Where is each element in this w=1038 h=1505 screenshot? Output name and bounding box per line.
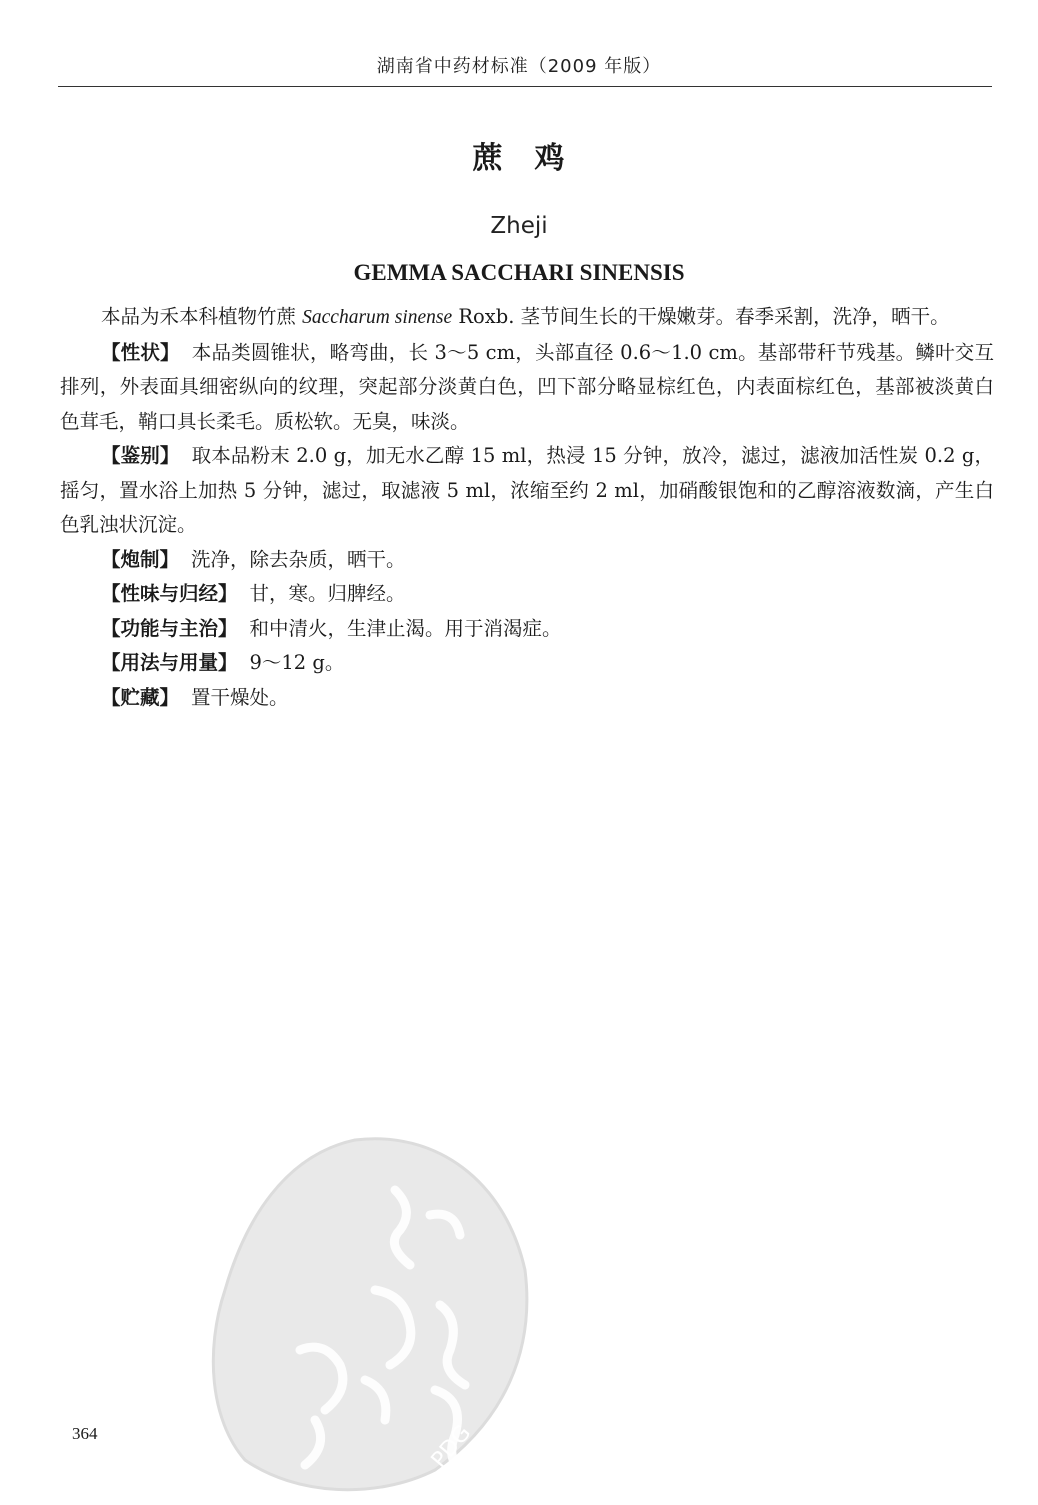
section-function-indication bbox=[60, 612, 994, 647]
watermark-seal bbox=[205, 1120, 535, 1500]
entry-latin-name: GEMMA SACCHARI SINENSIS bbox=[353, 260, 685, 285]
section-dosage bbox=[60, 646, 994, 681]
section-text: 和中清火，生津止渴。用于消渴症。 bbox=[249, 616, 562, 640]
entry-pinyin: Zheji bbox=[490, 213, 548, 239]
page-number: 364 bbox=[72, 1424, 98, 1443]
source-paragraph: 本品为禾本科植物竹蔗 Saccharum sinense Roxb. 茎节间生长的干燥嫩芽。春季采割，洗净，晒干。 bbox=[100, 305, 950, 328]
section-property-meridian bbox=[60, 577, 994, 612]
section-label: 【炮制】 bbox=[100, 547, 179, 571]
watermark-text: PDG bbox=[426, 1420, 477, 1473]
section-description bbox=[60, 336, 994, 440]
section-text: 9～12 g。 bbox=[249, 651, 345, 674]
entry-body bbox=[60, 300, 994, 715]
entry-title: 蔗 鸡 bbox=[472, 141, 566, 176]
section-storage bbox=[60, 681, 994, 716]
section-text: 本品类圆锥状，略弯曲，长 3～5 cm，头部直径 0.6～1.0 cm。基部带秆节残基。鳞叶交互排列，外表面具细密纵向的纹理，突起部分淡黄白色，凹下部分略显棕红色，内表面棕红色，基部被淡黄白色茸毛，鞘口具长柔毛。质松软。无臭，味淡。 bbox=[60, 340, 994, 433]
section-text: 置干燥处。 bbox=[190, 685, 289, 709]
section-label: 【性状】 bbox=[100, 340, 180, 364]
section-text: 取本品粉末 2.0 g，加无水乙醇 15 ml，热浸 15 分钟，放冷，滤过，滤液加活性炭 0.2 g，摇匀，置水浴上加热 5 分钟，滤过，取滤液 5 ml，浓缩至约 2 ml，加硝酸银饱和的乙醇溶液数滴，产生白色乳浊状沉淀。 bbox=[60, 444, 994, 536]
header-divider bbox=[58, 86, 992, 87]
section-label: 【鉴别】 bbox=[100, 444, 180, 467]
running-header: 湖南省中药材标准（2009 年版） bbox=[376, 56, 662, 77]
species-name: Saccharum sinense bbox=[302, 307, 453, 328]
section-label: 【性味与归经】 bbox=[100, 582, 238, 605]
section-text: 甘，寒。归脾经。 bbox=[249, 582, 406, 605]
section-label: 【功能与主治】 bbox=[100, 616, 238, 640]
section-label: 【贮藏】 bbox=[100, 685, 179, 709]
section-text: 洗净，除去杂质，晒干。 bbox=[190, 547, 406, 571]
section-identification bbox=[60, 439, 994, 543]
section-processing bbox=[60, 543, 994, 578]
section-label: 【用法与用量】 bbox=[100, 651, 238, 674]
